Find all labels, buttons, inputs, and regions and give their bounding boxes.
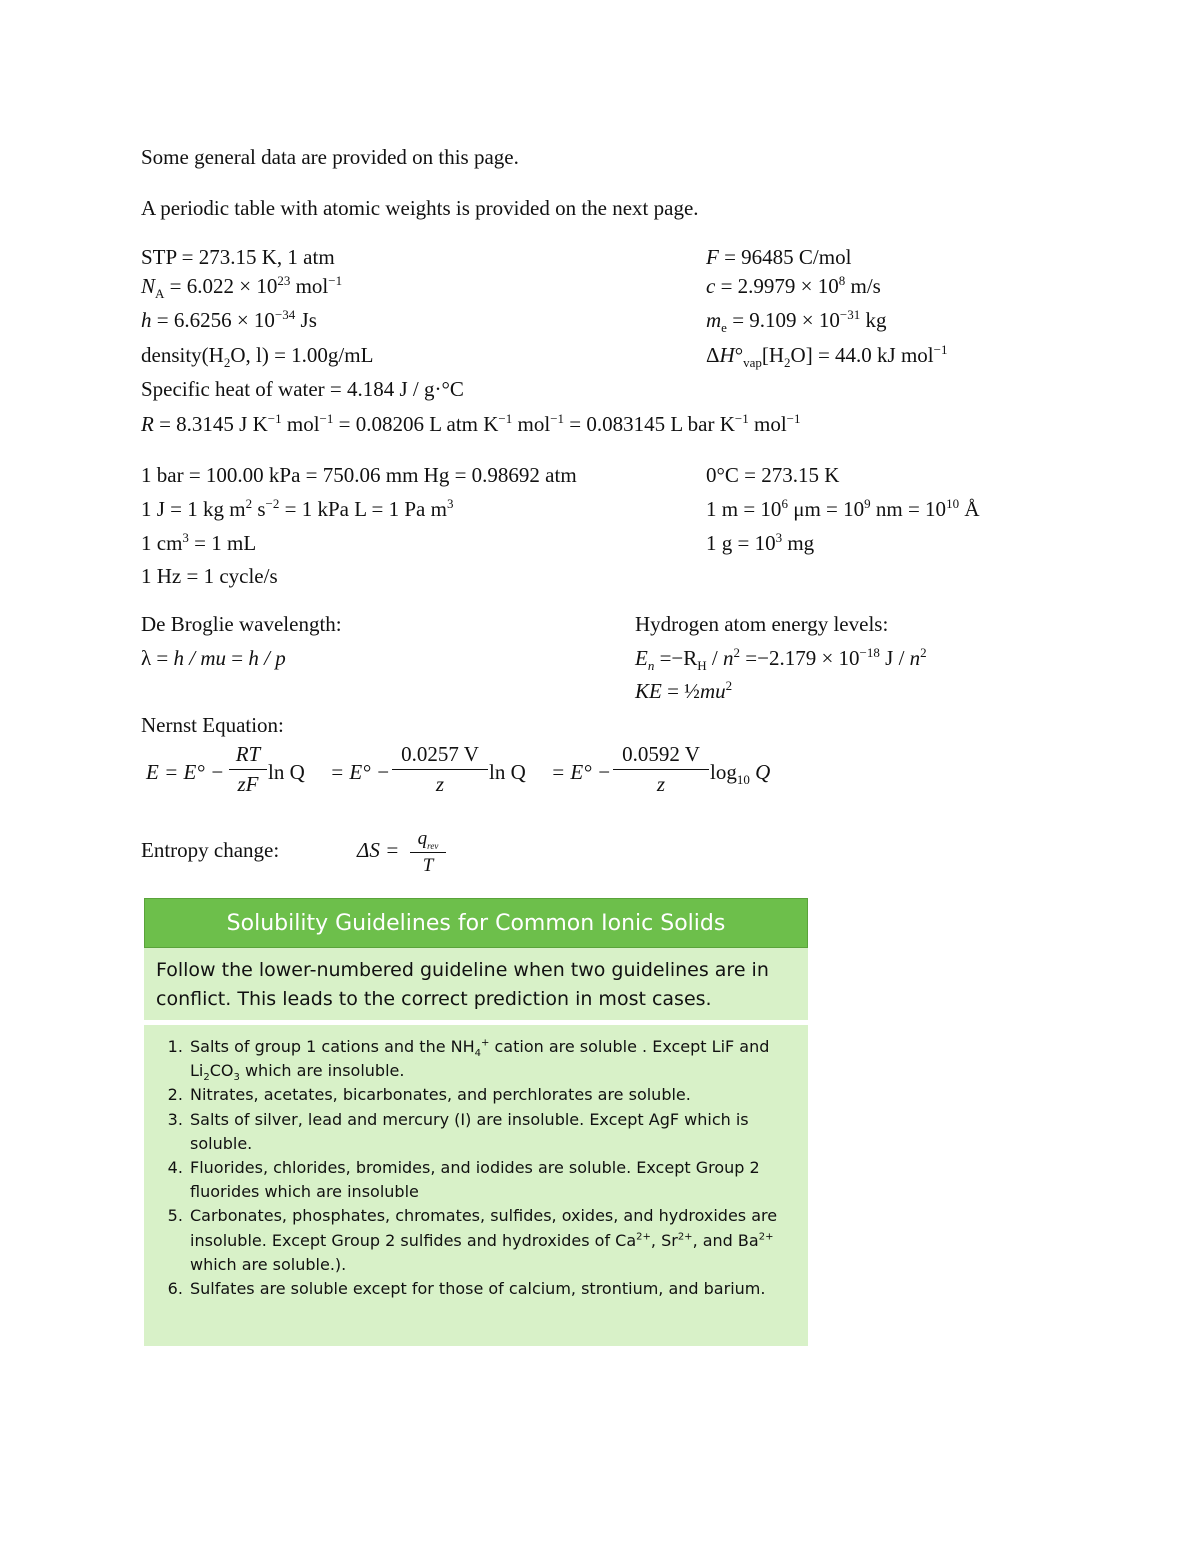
rule5-c: , and Ba [692, 1230, 759, 1250]
meter-a-exp: 6 [781, 496, 788, 511]
stp-text: STP = 273.15 K, 1 atm [141, 245, 335, 269]
h-exp: −34 [274, 307, 296, 322]
solubility-rule-1 [188, 1035, 794, 1083]
r-d: mol [512, 412, 551, 436]
db-d: h / p [248, 646, 286, 670]
speed-of-light [706, 273, 881, 299]
h-symbol: h [141, 308, 152, 332]
nernst-lhs: E = E° − [146, 760, 225, 784]
r-f: mol [748, 412, 787, 436]
gram-exp: 3 [775, 530, 783, 545]
nernst-f3-num: 0.0592 V [613, 742, 709, 770]
nernst-fraction-2 [392, 742, 488, 797]
nernst-log [710, 759, 771, 788]
me-symbol: m [706, 308, 722, 332]
c-exp: 8 [838, 273, 846, 288]
solubility-intro: Follow the lower-numbered guideline when two guidelines are in conflict. This leads to the correct prediction in most cases. [144, 948, 808, 1020]
r-c-exp: −1 [498, 411, 513, 426]
water-density [141, 342, 374, 371]
density-post: O, l) = 1.00g/mL [230, 343, 374, 367]
hz-conversion: 1 Hz = 1 cycle/s [141, 564, 278, 588]
faraday-symbol: F [706, 245, 719, 269]
entropy-rev: rev [427, 840, 439, 851]
gram-a: 1 g = 10 [706, 531, 776, 555]
entropy-q: q [417, 828, 428, 849]
dh-sub2: 2 [784, 355, 791, 371]
joule-a-exp: 2 [245, 496, 253, 511]
kinetic-energy-equation [635, 678, 732, 704]
meter-c: nm = 10 [870, 497, 947, 521]
meter-b: μm = 10 [787, 497, 865, 521]
solubility-rule-2: 2. Nitrates, acetates, bicarbonates, and perchlorates are soluble. [188, 1083, 794, 1107]
intro-general-data: Some general data are provided on this page. [141, 145, 519, 169]
nernst-ln-1: ln Q [268, 760, 305, 784]
specific-heat: Specific heat of water = 4.184 J / g·°C [141, 377, 464, 401]
r-symbol: R [141, 412, 154, 436]
en-sub2: H [697, 658, 707, 674]
dh-sub: vap [743, 355, 762, 371]
r-a-exp: −1 [267, 411, 282, 426]
ke-c: mu [699, 679, 726, 703]
r-e: = 0.083145 L bar K [564, 412, 735, 436]
nernst-log-q: Q [749, 760, 771, 784]
solubility-rule-4: 4. Fluorides, chlorides, bromides, and iodides are soluble. Except Group 2 fluorides which are insoluble [188, 1156, 794, 1204]
joule-c: = 1 kPa L = 1 Pa m [279, 497, 447, 521]
nernst-ln-2: ln Q [489, 760, 526, 784]
rule1-b: cation are soluble . Except LiF and Li [190, 1037, 770, 1081]
en-n: n [723, 646, 734, 670]
solubility-rule-6: 6. Sulfates are soluble except for those of calcium, strontium, and barium. [188, 1277, 794, 1301]
joule-a: 1 J = 1 kg m [141, 497, 246, 521]
r-b: mol [281, 412, 320, 436]
dh-degree: ° [734, 343, 744, 367]
me-sub: e [721, 320, 727, 336]
db-a: λ = [141, 646, 174, 670]
solubility-rules-list [158, 1035, 794, 1301]
meter-a: 1 m = 10 [706, 497, 782, 521]
entropy-den: T [422, 855, 434, 876]
solubility-rules-panel [144, 1025, 808, 1346]
nernst-f1-den: zF [237, 772, 259, 796]
na-sub: A [155, 286, 165, 302]
dh-mid: [H [761, 343, 785, 367]
dh-post: O] = 44.0 kJ mol [790, 343, 934, 367]
stp-constant [141, 244, 335, 270]
planck-constant [141, 307, 317, 333]
rule5-sup1: 2+ [636, 1231, 651, 1243]
na-exp: 23 [277, 273, 291, 288]
enthalpy-vaporization [706, 342, 948, 371]
entropy-title: Entropy change: [141, 838, 280, 862]
entropy-lhs: ΔS = [357, 838, 400, 862]
en-b: / [706, 646, 724, 670]
solubility-guidelines-box [144, 898, 808, 1346]
joule-b-exp: −2 [265, 496, 280, 511]
na-value: = 6.022 × 10 [164, 274, 278, 298]
na-unit-exp: −1 [328, 273, 343, 288]
joule-conversion [141, 496, 453, 522]
faraday-constant [706, 244, 851, 270]
cm3-conversion [141, 530, 256, 556]
en-exp: 2 [733, 645, 741, 660]
rule5-a: Carbonates, phosphates, chromates, sulfides, oxides, and hydroxides are insoluble. Except Group 2 sulfides and hydroxides of Ca [190, 1206, 778, 1250]
rule5-sup3: 2+ [758, 1231, 774, 1243]
en-d: J / [879, 646, 910, 670]
entropy-fraction [410, 828, 446, 877]
rule1-d: which are insoluble. [239, 1061, 405, 1081]
nernst-title: Nernst Equation: [141, 713, 284, 737]
celsius-conversion: 0°C = 273.15 K [706, 463, 840, 487]
nernst-fraction-3 [613, 742, 709, 797]
faraday-value: = 96485 C/mol [718, 245, 852, 269]
h-value: = 6.6256 × 10 [151, 308, 275, 332]
rule1-sub2: 2 [203, 1072, 210, 1084]
hydrogen-title: Hydrogen atom energy levels: [635, 612, 889, 636]
debroglie-equation [141, 645, 286, 671]
electron-mass [706, 307, 887, 336]
nernst-eq-3: = E° − [551, 760, 612, 784]
c-value: = 2.9979 × 10 [715, 274, 839, 298]
intro-periodic-table: A periodic table with atomic weights is provided on the next page. [141, 196, 699, 220]
nernst-f2-den: z [435, 772, 445, 796]
avogadro-constant [141, 273, 343, 302]
en-sub: n [647, 658, 655, 674]
rule1-c: CO [209, 1061, 234, 1081]
dh-symbol: H [719, 343, 735, 367]
joule-c-exp: 3 [446, 496, 454, 511]
cm-a: 1 cm [141, 531, 183, 555]
rule5-d: which are soluble.). [190, 1254, 347, 1274]
rule1-sup: + [481, 1037, 490, 1049]
rule5-sup2: 2+ [677, 1231, 693, 1243]
db-c: = [226, 646, 249, 670]
nernst-fraction-1 [229, 742, 267, 797]
nernst-f1-num: RT [229, 742, 267, 770]
dh-exp: −1 [933, 342, 948, 357]
nernst-f2-num: 0.0257 V [392, 742, 488, 770]
meter-d: Å [959, 497, 980, 521]
nernst-f3-den: z [656, 772, 666, 796]
en-n2: n [909, 646, 921, 670]
solubility-rule-5 [188, 1204, 794, 1277]
r-c: = 0.08206 L atm K [333, 412, 499, 436]
bar-conversion: 1 bar = 100.00 kPa = 750.06 mm Hg = 0.98692 atm [141, 463, 577, 487]
c-unit: m/s [845, 274, 881, 298]
meter-b-exp: 9 [864, 496, 871, 511]
gram-b: mg [782, 531, 815, 555]
me-exp: −31 [839, 307, 861, 322]
r-a: = 8.3145 J K [153, 412, 268, 436]
r-d-exp: −1 [550, 411, 565, 426]
cm-b: = 1 mL [188, 531, 257, 555]
nernst-eq-2: = E° − [330, 760, 391, 784]
gram-conversion [706, 530, 814, 556]
rule1-sub3: 3 [233, 1072, 240, 1084]
r-e-exp: −1 [734, 411, 749, 426]
rule1-a: Salts of group 1 cations and the NH [190, 1037, 475, 1056]
nernst-log-text: log [710, 760, 737, 784]
meter-conversion [706, 496, 979, 522]
hydrogen-energy-equation [635, 645, 927, 674]
dh-delta: Δ [706, 343, 720, 367]
me-unit: kg [860, 308, 887, 332]
solubility-header: Solubility Guidelines for Common Ionic Solids [144, 898, 808, 948]
na-symbol: N [141, 274, 156, 298]
me-value: = 9.109 × 10 [726, 308, 840, 332]
density-pre: density(H [141, 343, 224, 367]
entropy-num [410, 828, 446, 853]
c-symbol: c [706, 274, 716, 298]
meter-c-exp: 10 [946, 496, 960, 511]
r-b-exp: −1 [319, 411, 334, 426]
rule5-b: , Sr [650, 1230, 678, 1250]
rule1-sub: 4 [474, 1048, 482, 1060]
db-b: h / mu [173, 646, 227, 670]
en-a: =−R [654, 646, 698, 670]
r-f-exp: −1 [786, 411, 801, 426]
debroglie-title: De Broglie wavelength: [141, 612, 342, 636]
en-symbol: E [635, 646, 648, 670]
ke-b: = ½ [661, 679, 700, 703]
nernst-log-sub: 10 [736, 772, 750, 788]
density-sub: 2 [223, 355, 231, 371]
en-c: =−2.179 × 10 [740, 646, 860, 670]
na-unit: mol [290, 274, 329, 298]
ke-a: KE [635, 679, 662, 703]
cm-exp: 3 [182, 530, 189, 545]
en-exp3: 2 [920, 645, 927, 660]
gas-constant [141, 411, 801, 437]
joule-b: s [252, 497, 266, 521]
ke-exp: 2 [725, 678, 733, 693]
solubility-rule-3: 3. Salts of silver, lead and mercury (I) are insoluble. Except AgF which is soluble. [188, 1108, 794, 1156]
h-unit: Js [295, 308, 317, 332]
en-exp2: −18 [859, 645, 880, 660]
